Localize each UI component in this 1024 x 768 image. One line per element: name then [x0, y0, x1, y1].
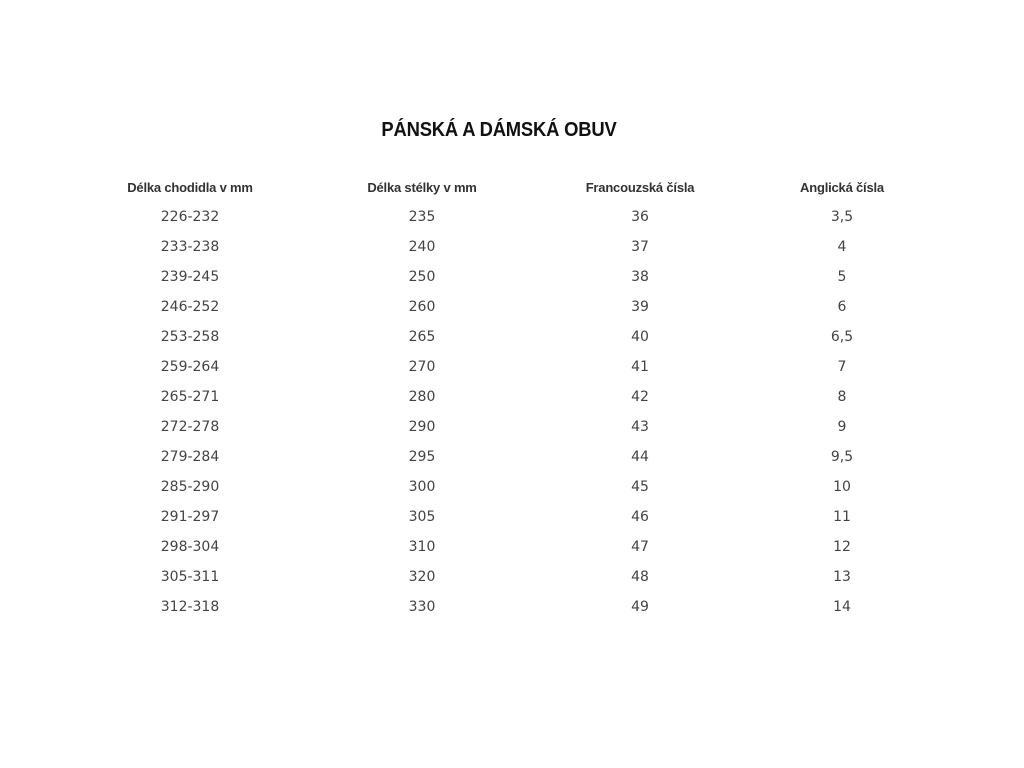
foot-length-cell: 259-264: [160, 359, 220, 375]
table-row: [80, 412, 948, 442]
english-size-cell: 12: [833, 539, 851, 555]
foot-length-cell: 226-232: [160, 209, 220, 225]
insole-length-cell: 305: [408, 509, 436, 525]
insole-length-cell: 310: [408, 539, 436, 555]
english-size-cell: 9,5: [830, 449, 854, 465]
size-table: [80, 172, 948, 622]
english-size-cell: 13: [833, 569, 851, 585]
table-body: [80, 202, 948, 622]
english-size-cell: 5: [837, 269, 847, 285]
table-header-row: [80, 172, 948, 202]
column-header-english-size: Anglická čísla: [800, 179, 884, 195]
english-size-cell: 7: [837, 359, 847, 375]
french-size-cell: 44: [631, 449, 649, 465]
foot-length-cell: 285-290: [160, 479, 220, 495]
column-header-french-size: Francouzská čísla: [585, 179, 695, 195]
foot-length-cell: 253-258: [160, 329, 220, 345]
english-size-cell: 3,5: [830, 209, 854, 225]
table-row: [80, 232, 948, 262]
french-size-cell: 43: [631, 419, 649, 435]
table-row: [80, 592, 948, 622]
french-size-cell: 45: [631, 479, 649, 495]
insole-length-cell: 235: [408, 209, 436, 225]
french-size-cell: 47: [631, 539, 649, 555]
french-size-cell: 39: [631, 299, 649, 315]
french-size-cell: 49: [631, 599, 649, 615]
foot-length-cell: 279-284: [160, 449, 220, 465]
english-size-cell: 14: [833, 599, 851, 615]
table-row: [80, 322, 948, 352]
english-size-cell: 9: [837, 419, 847, 435]
french-size-cell: 38: [631, 269, 649, 285]
insole-length-cell: 295: [408, 449, 436, 465]
english-size-cell: 4: [837, 239, 847, 255]
column-header-insole-length: Délka stélky v mm: [367, 179, 477, 195]
table-row: [80, 442, 948, 472]
foot-length-cell: 233-238: [160, 239, 220, 255]
table-row: [80, 532, 948, 562]
table-row: [80, 472, 948, 502]
table-row: [80, 502, 948, 532]
french-size-cell: 36: [631, 209, 649, 225]
insole-length-cell: 300: [408, 479, 436, 495]
insole-length-cell: 280: [408, 389, 436, 405]
table-row: [80, 202, 948, 232]
english-size-cell: 11: [833, 509, 851, 525]
foot-length-cell: 239-245: [160, 269, 220, 285]
french-size-cell: 48: [631, 569, 649, 585]
column-header-foot-length: Délka chodidla v mm: [127, 179, 253, 195]
french-size-cell: 46: [631, 509, 649, 525]
insole-length-cell: 250: [408, 269, 436, 285]
insole-length-cell: 260: [408, 299, 436, 315]
foot-length-cell: 265-271: [160, 389, 220, 405]
english-size-cell: 6,5: [830, 329, 854, 345]
foot-length-cell: 298-304: [160, 539, 220, 555]
insole-length-cell: 290: [408, 419, 436, 435]
foot-length-cell: 291-297: [160, 509, 220, 525]
english-size-cell: 6: [837, 299, 847, 315]
english-size-cell: 8: [837, 389, 847, 405]
foot-length-cell: 246-252: [160, 299, 220, 315]
insole-length-cell: 320: [408, 569, 436, 585]
table-row: [80, 382, 948, 412]
insole-length-cell: 330: [408, 599, 436, 615]
insole-length-cell: 240: [408, 239, 436, 255]
french-size-cell: 40: [631, 329, 649, 345]
table-row: [80, 562, 948, 592]
table-row: [80, 292, 948, 322]
insole-length-cell: 270: [408, 359, 436, 375]
foot-length-cell: 305-311: [160, 569, 220, 585]
table-row: [80, 352, 948, 382]
french-size-cell: 37: [631, 239, 649, 255]
french-size-cell: 41: [631, 359, 649, 375]
insole-length-cell: 265: [408, 329, 436, 345]
foot-length-cell: 272-278: [160, 419, 220, 435]
french-size-cell: 42: [631, 389, 649, 405]
page-title: PÁNSKÁ A DÁMSKÁ OBUV: [381, 119, 617, 141]
english-size-cell: 10: [833, 479, 851, 495]
foot-length-cell: 312-318: [160, 599, 220, 615]
table-row: [80, 262, 948, 292]
